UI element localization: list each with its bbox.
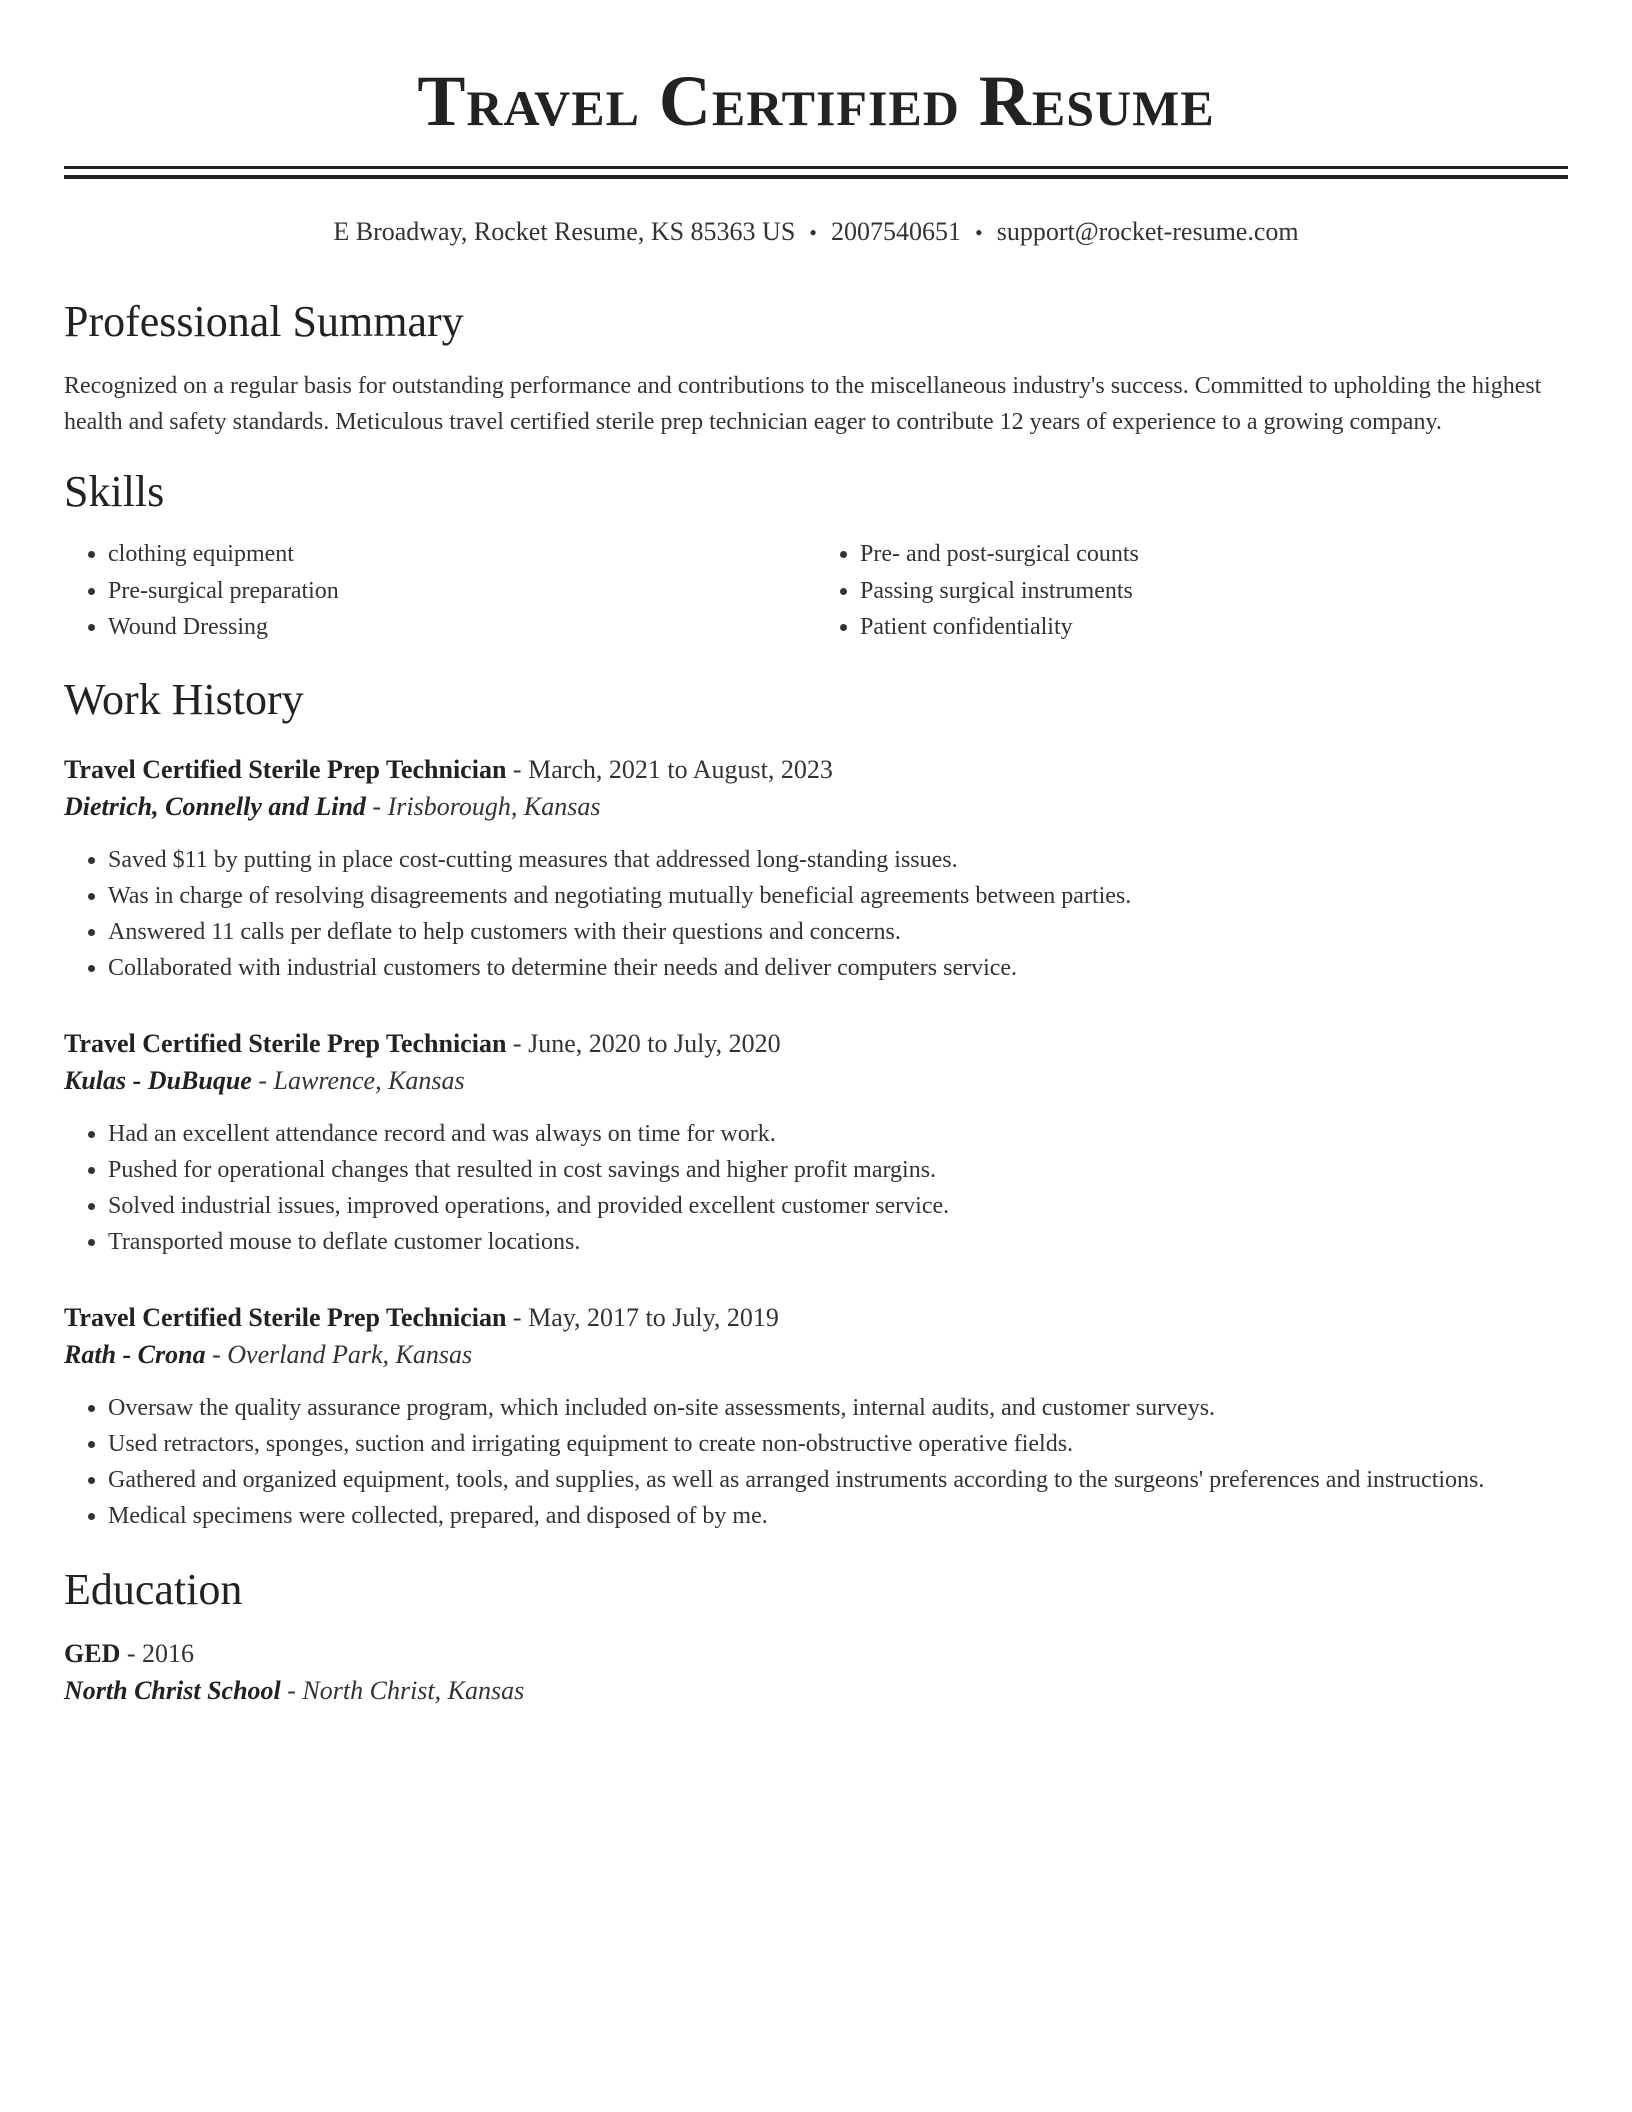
dash: - bbox=[251, 1065, 274, 1095]
school-name: North Christ School bbox=[64, 1675, 281, 1705]
job-bullets bbox=[64, 1390, 1568, 1534]
job-bullet: • Medical specimens were collected, prepared, and disposed of by me. bbox=[108, 1498, 1568, 1534]
skills-list bbox=[64, 536, 1568, 646]
skill-item: • Pre-surgical preparation bbox=[108, 573, 816, 610]
job-bullet: • Saved $11 by putting in place cost-cutting measures that addressed long-standing issues. bbox=[108, 842, 1568, 878]
job-dates: March, 2021 to August, 2023 bbox=[528, 754, 833, 784]
contact-email: support@rocket-resume.com bbox=[996, 217, 1299, 246]
summary-heading: Professional Summary bbox=[64, 297, 464, 346]
job-bullet: • Pushed for operational changes that resulted in cost savings and higher profit margins. bbox=[108, 1152, 1568, 1188]
job-entry bbox=[64, 1300, 1568, 1534]
resume-title: Travel Certified Resume bbox=[417, 61, 1215, 141]
degree: GED bbox=[64, 1638, 121, 1668]
dash: - bbox=[205, 1339, 228, 1369]
job-bullet: • Transported mouse to deflate customer locations. bbox=[108, 1224, 1568, 1260]
job-bullet: • Used retractors, sponges, suction and irrigating equipment to create non-obstructive operative fields. bbox=[108, 1426, 1568, 1462]
job-bullet: • Collaborated with industrial customers to determine their needs and deliver computers service. bbox=[108, 950, 1568, 986]
dash: - bbox=[506, 754, 529, 784]
job-title-line bbox=[64, 1026, 1568, 1062]
job-bullets bbox=[64, 842, 1568, 986]
contact-phone: 2007540651 bbox=[831, 217, 961, 246]
skill-item: • Wound Dressing bbox=[108, 609, 816, 646]
contact-separator: • bbox=[809, 220, 817, 245]
skills-column-right bbox=[816, 536, 1568, 646]
job-title: Travel Certified Sterile Prep Technician bbox=[64, 1302, 507, 1332]
skill-item: • Passing surgical instruments bbox=[860, 573, 1568, 610]
school-line bbox=[64, 1672, 1568, 1710]
school-location: North Christ, Kansas bbox=[302, 1675, 525, 1705]
contact-line bbox=[64, 215, 1568, 250]
job-title: Travel Certified Sterile Prep Technician bbox=[64, 1028, 507, 1058]
summary-text: Recognized on a regular basis for outstanding performance and contributions to the miscellaneous industry's success. Committed to upholding the highest health and safety standards. Meticulous travel certified sterile prep technician eager to contribute 12 years of experience to a growing company. bbox=[64, 373, 1542, 435]
job-title-line bbox=[64, 1300, 1568, 1336]
job-title: Travel Certified Sterile Prep Technician bbox=[64, 754, 507, 784]
company-name: Kulas - DuBuque bbox=[64, 1065, 252, 1095]
job-bullet: • Answered 11 calls per deflate to help customers with their questions and concerns. bbox=[108, 914, 1568, 950]
contact-separator: • bbox=[975, 220, 983, 245]
skill-item: • Pre- and post-surgical counts bbox=[860, 536, 1568, 573]
graduation-year: 2016 bbox=[142, 1638, 195, 1668]
dash: - bbox=[365, 791, 388, 821]
skill-item: • clothing equipment bbox=[108, 536, 816, 573]
job-bullet: • Solved industrial issues, improved operations, and provided excellent customer service. bbox=[108, 1188, 1568, 1224]
degree-line bbox=[64, 1636, 1568, 1672]
title-rule-bottom bbox=[64, 175, 1568, 179]
company-location: Overland Park, Kansas bbox=[227, 1339, 473, 1369]
skills-heading: Skills bbox=[64, 467, 165, 516]
company-location: Lawrence, Kansas bbox=[273, 1065, 465, 1095]
job-entry bbox=[64, 1026, 1568, 1260]
dash: - bbox=[506, 1028, 529, 1058]
company-location: Irisborough, Kansas bbox=[387, 791, 601, 821]
job-bullet: • Was in charge of resolving disagreements and negotiating mutually beneficial agreements between parties. bbox=[108, 878, 1568, 914]
company-name: Dietrich, Connelly and Lind bbox=[64, 791, 366, 821]
job-bullet: • Had an excellent attendance record and was always on time for work. bbox=[108, 1116, 1568, 1152]
skills-column-left bbox=[64, 536, 816, 646]
dash: - bbox=[120, 1638, 143, 1668]
resume-page bbox=[64, 0, 1568, 1710]
job-dates: May, 2017 to July, 2019 bbox=[528, 1302, 779, 1332]
title-rule-top bbox=[64, 166, 1568, 169]
job-title-line bbox=[64, 752, 1568, 788]
company-line bbox=[64, 1062, 1568, 1100]
company-line bbox=[64, 788, 1568, 826]
job-dates: June, 2020 to July, 2020 bbox=[528, 1028, 781, 1058]
education-entry bbox=[64, 1636, 1568, 1710]
contact-address: E Broadway, Rocket Resume, KS 85363 US bbox=[333, 217, 796, 246]
work-history-heading: Work History bbox=[64, 674, 304, 724]
dash: - bbox=[280, 1675, 303, 1705]
education-heading: Education bbox=[64, 1564, 243, 1614]
skill-item: • Patient confidentiality bbox=[860, 609, 1568, 646]
company-line bbox=[64, 1336, 1568, 1374]
job-bullets bbox=[64, 1116, 1568, 1260]
job-entry bbox=[64, 752, 1568, 986]
dash: - bbox=[506, 1302, 529, 1332]
job-bullet: • Gathered and organized equipment, tools, and supplies, as well as arranged instruments according to the surgeons' preferences and instructions. bbox=[108, 1462, 1568, 1498]
job-bullet: • Oversaw the quality assurance program, which included on-site assessments, internal audits, and customer surveys. bbox=[108, 1390, 1568, 1426]
company-name: Rath - Crona bbox=[64, 1339, 206, 1369]
